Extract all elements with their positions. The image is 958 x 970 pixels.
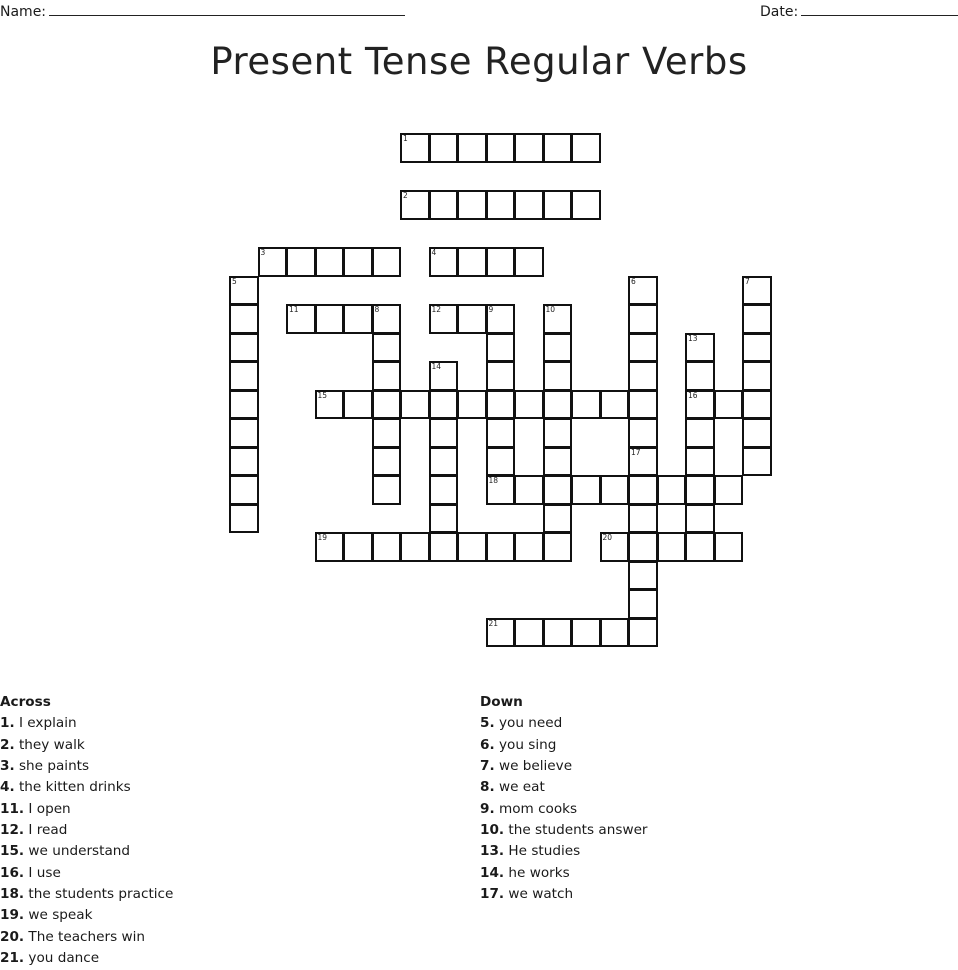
clue-text: mom cooks: [498, 800, 578, 817]
grid-cell[interactable]: [543, 304, 573, 334]
clue-number: 21.: [0, 950, 25, 967]
grid-cell[interactable]: [486, 361, 516, 391]
grid-cell[interactable]: [600, 475, 630, 505]
across-clue: [0, 799, 173, 820]
grid-cell[interactable]: [486, 247, 516, 277]
cell-number: 19: [317, 533, 328, 542]
grid-cell[interactable]: [372, 304, 402, 334]
grid-cell[interactable]: [742, 304, 772, 334]
grid-cell[interactable]: [486, 418, 516, 448]
cell-number: 21: [488, 618, 499, 628]
grid-cell[interactable]: [457, 190, 487, 220]
clue-text: we understand: [28, 843, 131, 860]
grid-cell[interactable]: [229, 390, 259, 420]
grid-cell[interactable]: [543, 475, 573, 505]
grid-cell[interactable]: [628, 390, 658, 420]
grid-cell[interactable]: [429, 504, 459, 534]
down-clue: [480, 820, 648, 841]
grid-cell[interactable]: [429, 304, 459, 334]
grid-cell[interactable]: [343, 304, 373, 334]
across-clue: [0, 948, 173, 969]
clue-number: 17.: [480, 886, 505, 903]
grid-cell[interactable]: [343, 247, 373, 277]
grid-cell[interactable]: [543, 333, 573, 363]
grid-cell[interactable]: [429, 190, 459, 220]
grid-cell[interactable]: [229, 504, 259, 534]
clue-text: we watch: [508, 886, 574, 903]
clue-text: she paints: [18, 758, 90, 775]
grid-cell[interactable]: [486, 304, 516, 334]
grid-cell[interactable]: [400, 532, 430, 562]
clue-text: you sing: [498, 736, 557, 753]
grid-cell[interactable]: [628, 276, 658, 306]
clue-number: 3.: [0, 758, 15, 775]
grid-cell[interactable]: [486, 618, 516, 648]
across-heading: Across: [0, 694, 51, 710]
grid-cell[interactable]: [457, 390, 487, 420]
grid-cell[interactable]: [315, 390, 345, 420]
grid-cell[interactable]: [315, 247, 345, 277]
clue-number: 6.: [480, 736, 495, 753]
grid-cell[interactable]: [543, 618, 573, 648]
grid-cell[interactable]: [486, 475, 516, 505]
clue-number: 19.: [0, 907, 25, 924]
grid-cell[interactable]: [429, 418, 459, 448]
clue-text: they walk: [18, 736, 85, 753]
clue-number: 8.: [480, 779, 495, 796]
clue-text: I explain: [18, 715, 77, 732]
clue-text: we eat: [498, 779, 545, 796]
grid-cell[interactable]: [514, 390, 544, 420]
clue-text: he works: [508, 864, 570, 881]
grid-cell[interactable]: [514, 190, 544, 220]
grid-cell[interactable]: [628, 589, 658, 619]
grid-cell[interactable]: [600, 618, 630, 648]
clue-number: 13.: [480, 843, 505, 860]
across-clue: [0, 905, 173, 926]
clue-number: 5.: [480, 715, 495, 732]
cell-number: 17: [631, 447, 641, 457]
down-clue: [480, 884, 648, 905]
grid-cell[interactable]: [571, 618, 601, 648]
cell-number: 5: [232, 276, 237, 286]
grid-cell[interactable]: [400, 190, 430, 220]
clue-text: you need: [498, 715, 563, 732]
across-clue: [0, 713, 173, 734]
cell-number: 4: [431, 248, 437, 257]
grid-cell[interactable]: [714, 532, 744, 562]
grid-cell[interactable]: [628, 304, 658, 334]
down-clue: [480, 799, 648, 820]
grid-cell[interactable]: [343, 390, 373, 420]
clue-text: The teachers win: [28, 928, 146, 945]
grid-cell[interactable]: [742, 361, 772, 391]
grid-cell[interactable]: [229, 447, 259, 477]
grid-cell[interactable]: [429, 247, 459, 277]
grid-cell[interactable]: [628, 561, 658, 591]
grid-cell[interactable]: [657, 475, 687, 505]
grid-cell[interactable]: [429, 361, 459, 391]
grid-cell[interactable]: [543, 190, 573, 220]
grid-cell[interactable]: [685, 532, 715, 562]
grid-cell[interactable]: [628, 618, 658, 648]
grid-cell[interactable]: [372, 361, 402, 391]
grid-cell[interactable]: [343, 532, 373, 562]
clue-number: 9.: [480, 800, 495, 817]
grid-cell[interactable]: [543, 361, 573, 391]
grid-cell[interactable]: [628, 447, 658, 477]
grid-cell[interactable]: [685, 418, 715, 448]
down-clues: [480, 692, 648, 905]
grid-cell[interactable]: [315, 304, 345, 334]
clue-number: 15.: [0, 843, 25, 860]
grid-cell[interactable]: [685, 447, 715, 477]
cell-number: 12: [431, 305, 442, 314]
grid-cell[interactable]: [685, 475, 715, 505]
grid-cell[interactable]: [457, 133, 487, 163]
down-clue: [480, 735, 648, 756]
grid-cell[interactable]: [372, 418, 402, 448]
cell-number: 3: [260, 248, 266, 257]
grid-cell[interactable]: [372, 532, 402, 562]
grid-cell[interactable]: [486, 532, 516, 562]
across-clues: [0, 692, 173, 969]
date-label: Date:: [760, 4, 799, 20]
grid-cell[interactable]: [628, 504, 658, 534]
clue-number: 20.: [0, 928, 25, 945]
cell-number: 18: [488, 476, 499, 485]
cell-number: 2: [403, 191, 408, 200]
grid-cell[interactable]: [628, 361, 658, 391]
grid-cell[interactable]: [571, 475, 601, 505]
clue-text: the students answer: [508, 822, 648, 839]
cell-number: 20: [602, 533, 613, 542]
grid-cell[interactable]: [429, 133, 459, 163]
clue-number: 2.: [0, 736, 15, 753]
across-clue: [0, 820, 173, 841]
clue-number: 11.: [0, 800, 25, 817]
cell-number: 13: [688, 333, 698, 343]
grid-cell[interactable]: [571, 133, 601, 163]
cell-number: 14: [431, 362, 442, 371]
grid-cell[interactable]: [229, 276, 259, 306]
cell-number: 7: [745, 276, 750, 286]
grid-cell[interactable]: [600, 390, 630, 420]
clue-number: 14.: [480, 864, 505, 881]
grid-cell[interactable]: [543, 133, 573, 163]
grid-cell[interactable]: [372, 475, 402, 505]
grid-cell[interactable]: [514, 247, 544, 277]
grid-cell[interactable]: [400, 390, 430, 420]
cell-number: 10: [545, 305, 556, 314]
grid-cell[interactable]: [685, 333, 715, 363]
grid-cell[interactable]: [229, 361, 259, 391]
grid-cell[interactable]: [286, 304, 316, 334]
clue-text: I use: [28, 864, 61, 881]
grid-cell[interactable]: [742, 390, 772, 420]
grid-cell[interactable]: [429, 475, 459, 505]
clue-text: I read: [28, 822, 68, 839]
grid-cell[interactable]: [229, 304, 259, 334]
grid-cell[interactable]: [571, 390, 601, 420]
cell-number: 6: [631, 276, 636, 286]
grid-cell[interactable]: [628, 532, 658, 562]
cell-number: 16: [688, 390, 698, 400]
cell-number: 8: [374, 305, 380, 314]
grid-cell[interactable]: [514, 475, 544, 505]
grid-cell[interactable]: [543, 390, 573, 420]
grid-cell[interactable]: [514, 133, 544, 163]
down-clue: [480, 713, 648, 734]
grid-cell[interactable]: [315, 532, 345, 562]
across-clue: [0, 777, 173, 798]
grid-cell[interactable]: [628, 418, 658, 448]
down-clue: [480, 777, 648, 798]
grid-cell[interactable]: [685, 390, 715, 420]
grid-cell[interactable]: [457, 532, 487, 562]
grid-cell[interactable]: [486, 133, 516, 163]
grid-cell[interactable]: [543, 447, 573, 477]
grid-cell[interactable]: [714, 475, 744, 505]
cell-number: 15: [317, 390, 328, 400]
clue-text: I open: [28, 800, 71, 817]
down-clue: [480, 756, 648, 777]
grid-cell[interactable]: [429, 447, 459, 477]
grid-cell[interactable]: [514, 532, 544, 562]
clue-number: 1.: [0, 715, 15, 732]
grid-cell[interactable]: [229, 333, 259, 363]
clue-text: He studies: [508, 843, 581, 860]
grid-cell[interactable]: [286, 247, 316, 277]
grid-cell[interactable]: [486, 390, 516, 420]
across-clue: [0, 863, 173, 884]
grid-cell[interactable]: [372, 333, 402, 363]
across-clue: [0, 756, 173, 777]
grid-cell[interactable]: [600, 532, 630, 562]
grid-cell[interactable]: [514, 618, 544, 648]
clue-number: 4.: [0, 779, 15, 796]
grid-cell[interactable]: [372, 390, 402, 420]
down-clue: [480, 863, 648, 884]
down-heading: Down: [480, 694, 523, 710]
clue-number: 12.: [0, 822, 25, 839]
down-clue: [480, 841, 648, 862]
grid-cell[interactable]: [258, 247, 288, 277]
grid-cell[interactable]: [685, 504, 715, 534]
clue-text: we believe: [498, 758, 573, 775]
grid-cell[interactable]: [714, 390, 744, 420]
clue-number: 16.: [0, 864, 25, 881]
grid-cell[interactable]: [742, 447, 772, 477]
grid-cell[interactable]: [543, 532, 573, 562]
across-clue: [0, 841, 173, 862]
grid-cell[interactable]: [400, 133, 430, 163]
grid-cell[interactable]: [457, 247, 487, 277]
across-clue: [0, 884, 173, 905]
clue-text: the students practice: [28, 886, 174, 903]
grid-cell[interactable]: [628, 475, 658, 505]
grid-cell[interactable]: [742, 418, 772, 448]
grid-cell[interactable]: [372, 247, 402, 277]
clue-text: you dance: [28, 950, 100, 967]
grid-cell[interactable]: [543, 504, 573, 534]
grid-cell[interactable]: [657, 532, 687, 562]
clue-number: 10.: [480, 822, 505, 839]
cell-number: 11: [289, 305, 299, 314]
name-label: Name:: [0, 4, 47, 20]
grid-cell[interactable]: [429, 532, 459, 562]
clue-number: 18.: [0, 886, 25, 903]
grid-cell[interactable]: [571, 190, 601, 220]
grid-cell[interactable]: [543, 418, 573, 448]
cell-number: 1: [403, 134, 408, 143]
grid-cell[interactable]: [486, 447, 516, 477]
grid-cell[interactable]: [742, 276, 772, 306]
grid-cell[interactable]: [486, 190, 516, 220]
grid-cell[interactable]: [628, 333, 658, 363]
grid-cell[interactable]: [685, 361, 715, 391]
across-clue: [0, 927, 173, 948]
cell-number: 9: [488, 305, 494, 314]
grid-cell[interactable]: [457, 304, 487, 334]
grid-cell[interactable]: [429, 390, 459, 420]
grid-cell[interactable]: [486, 333, 516, 363]
page-title: Present Tense Regular Verbs: [210, 40, 748, 83]
grid-cell[interactable]: [372, 447, 402, 477]
clue-text: we speak: [28, 907, 93, 924]
grid-cell[interactable]: [229, 418, 259, 448]
grid-cell[interactable]: [229, 475, 259, 505]
across-clue: [0, 735, 173, 756]
clue-number: 7.: [480, 758, 495, 775]
grid-cell[interactable]: [742, 333, 772, 363]
clue-text: the kitten drinks: [18, 779, 131, 796]
